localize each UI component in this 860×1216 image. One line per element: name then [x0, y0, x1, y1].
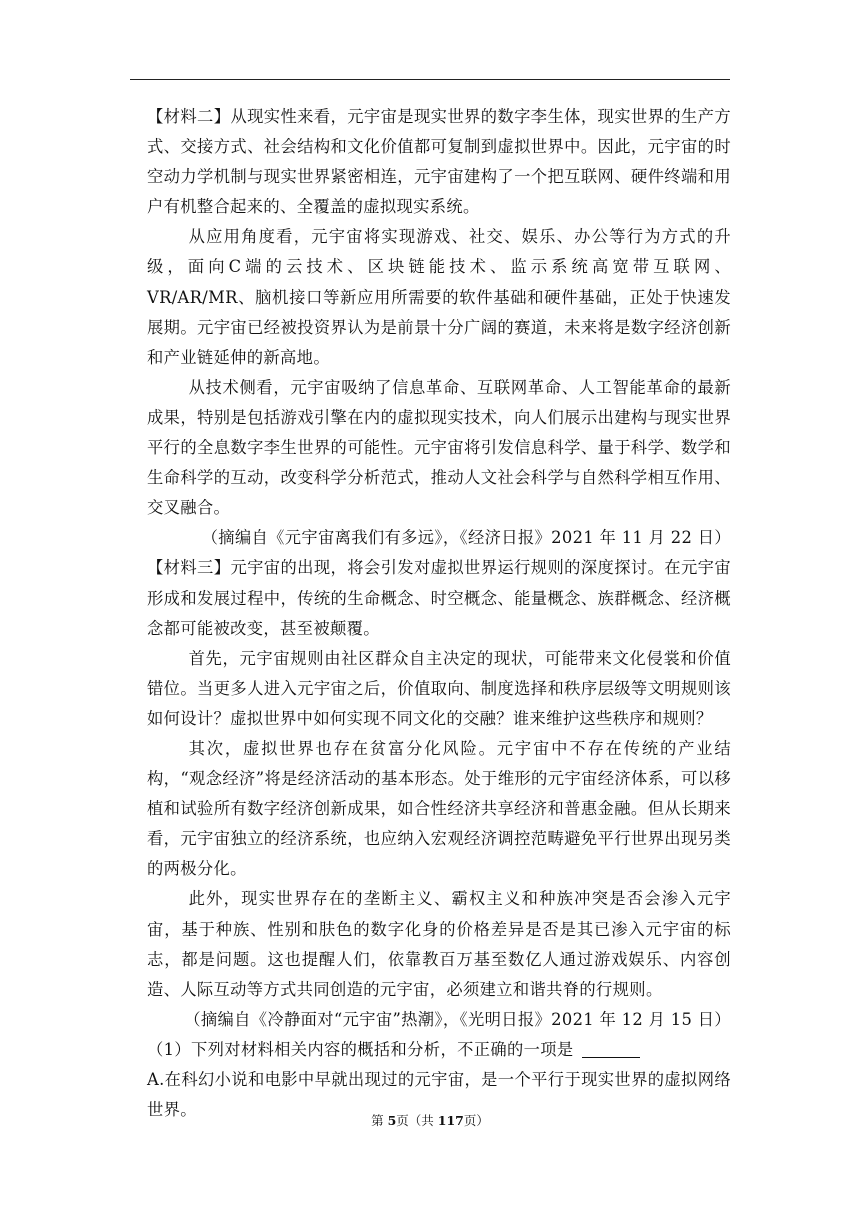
footer-middle: 页（共	[396, 1113, 438, 1128]
material3-p1-text: 元宇宙的出现，将会引发对虚拟世界运行规则的深度探讨。在元宇宙形成和发展过程中，传统的生命概念、时空概念、能量概念、族群概念、经济概念都可能被改变，甚至被颠覆。	[147, 558, 731, 638]
material2-source: （摘编自《元宇宙离我们有多远》，《经济日报》2021 年 11 月 22 日）	[201, 528, 731, 548]
document-body	[147, 102, 731, 1125]
material3-paragraph-2: 首先，元宇宙规则由社区群众自主决定的现状，可能带来文化侵裳和价值错位。当更多人进入元宇宙之后，价值取向、制度选择和秩序层级等文明规则该如何设计？虚拟世界中如何实现不同文化的交融？谁来维护这些秩序和规则？	[147, 648, 731, 728]
question-stem	[147, 1035, 731, 1065]
footer-prefix: 第	[371, 1113, 388, 1128]
page-footer	[0, 1111, 860, 1129]
page-number: 5	[387, 1113, 397, 1128]
material2-paragraph-2: 从应用角度看，元宇宙将实现游戏、社交、娱乐、办公等行为方式的升级，面向C端的云技术、区块链能技术、监示系统高宽带互联网、VR/AR/MR、脑机接口等新应用所需要的软件基础和硬件基础，正处于快速发展期。元宇宙已经被投资界认为是前景十分广阔的赛道，未来将是数字经济创新和产业链延伸的新高地。	[147, 227, 731, 367]
material2-paragraph-1	[147, 102, 731, 222]
question-option-a: A.在科幻小说和电影中早就出现过的元宇宙，是一个平行于现实世界的虚拟网络世界。	[147, 1070, 731, 1120]
answer-blank	[582, 1040, 640, 1058]
material3-paragraph-1	[147, 553, 731, 643]
header-rule	[130, 79, 730, 80]
material2-p1-text: 从现实性来看，元宇宙是现实世界的数字李生体，现实世界的生产方式、交接方式、社会结构和文化价值都可复制到虚拟世界中。因此，元宇宙的时空动力学机制与现实世界紧密相连，元宇宙建构了一个把互联网、硬件终端和用户有机整合起来的、全覆盖的虚拟现实系统。	[147, 107, 731, 217]
question-stem-text: （1）下列对材料相关内容的概括和分析，不正确的一项是	[147, 1039, 574, 1059]
material3-paragraph-3: 其次，虚拟世界也存在贫富分化风险。元宇宙中不存在传统的产业结构，“观念经济”将是经济活动的基本形态。处于维形的元宇宙经济体系，可以移植和试验所有数字经济创新成果，如合性经济共享经济和普惠金融。但从长期来看，元宇宙独立的经济系统，也应纳入宏观经济调控范畴避免平行世界出现另类的两极分化。	[147, 738, 731, 879]
material2-tag: 【材料二】	[147, 107, 231, 126]
material3-source: （摘编自《冷静面对“元宇宙”热潮》，《光明日报》2021 年 12 月 15 日）	[184, 1009, 731, 1029]
page-total: 117	[437, 1113, 464, 1128]
material3-tag: 【材料三】	[147, 558, 231, 578]
material3-paragraph-4: 此外，现实世界存在的垄断主义、霸权主义和种族冲突是否会渗入元宇宙，基于种族、性别和肤色的数字化身的价格差异是否是其已渗入元宇宙的标志，都是问题。这也提醒人们，依靠教百万基至数亿人通过游戏娱乐、内容创造、人际互动等方式共同创造的元宇宙，必须建立和谐共脊的行规则。	[147, 889, 731, 999]
material2-paragraph-3: 从技术侧看，元宇宙吸纳了信息革命、互联网革命、人工智能革命的最新成果，特别是包括游戏引擎在内的虚拟现实技术，向人们展示出建构与现实世界平行的全息数字李生世界的可能性。元宇宙将引发信息科学、量于科学、数学和生命科学的互动，改变科学分析范式，推动人文社会科学与自然科学相互作用、交叉融合。	[147, 377, 731, 518]
footer-suffix: 页）	[463, 1113, 489, 1128]
